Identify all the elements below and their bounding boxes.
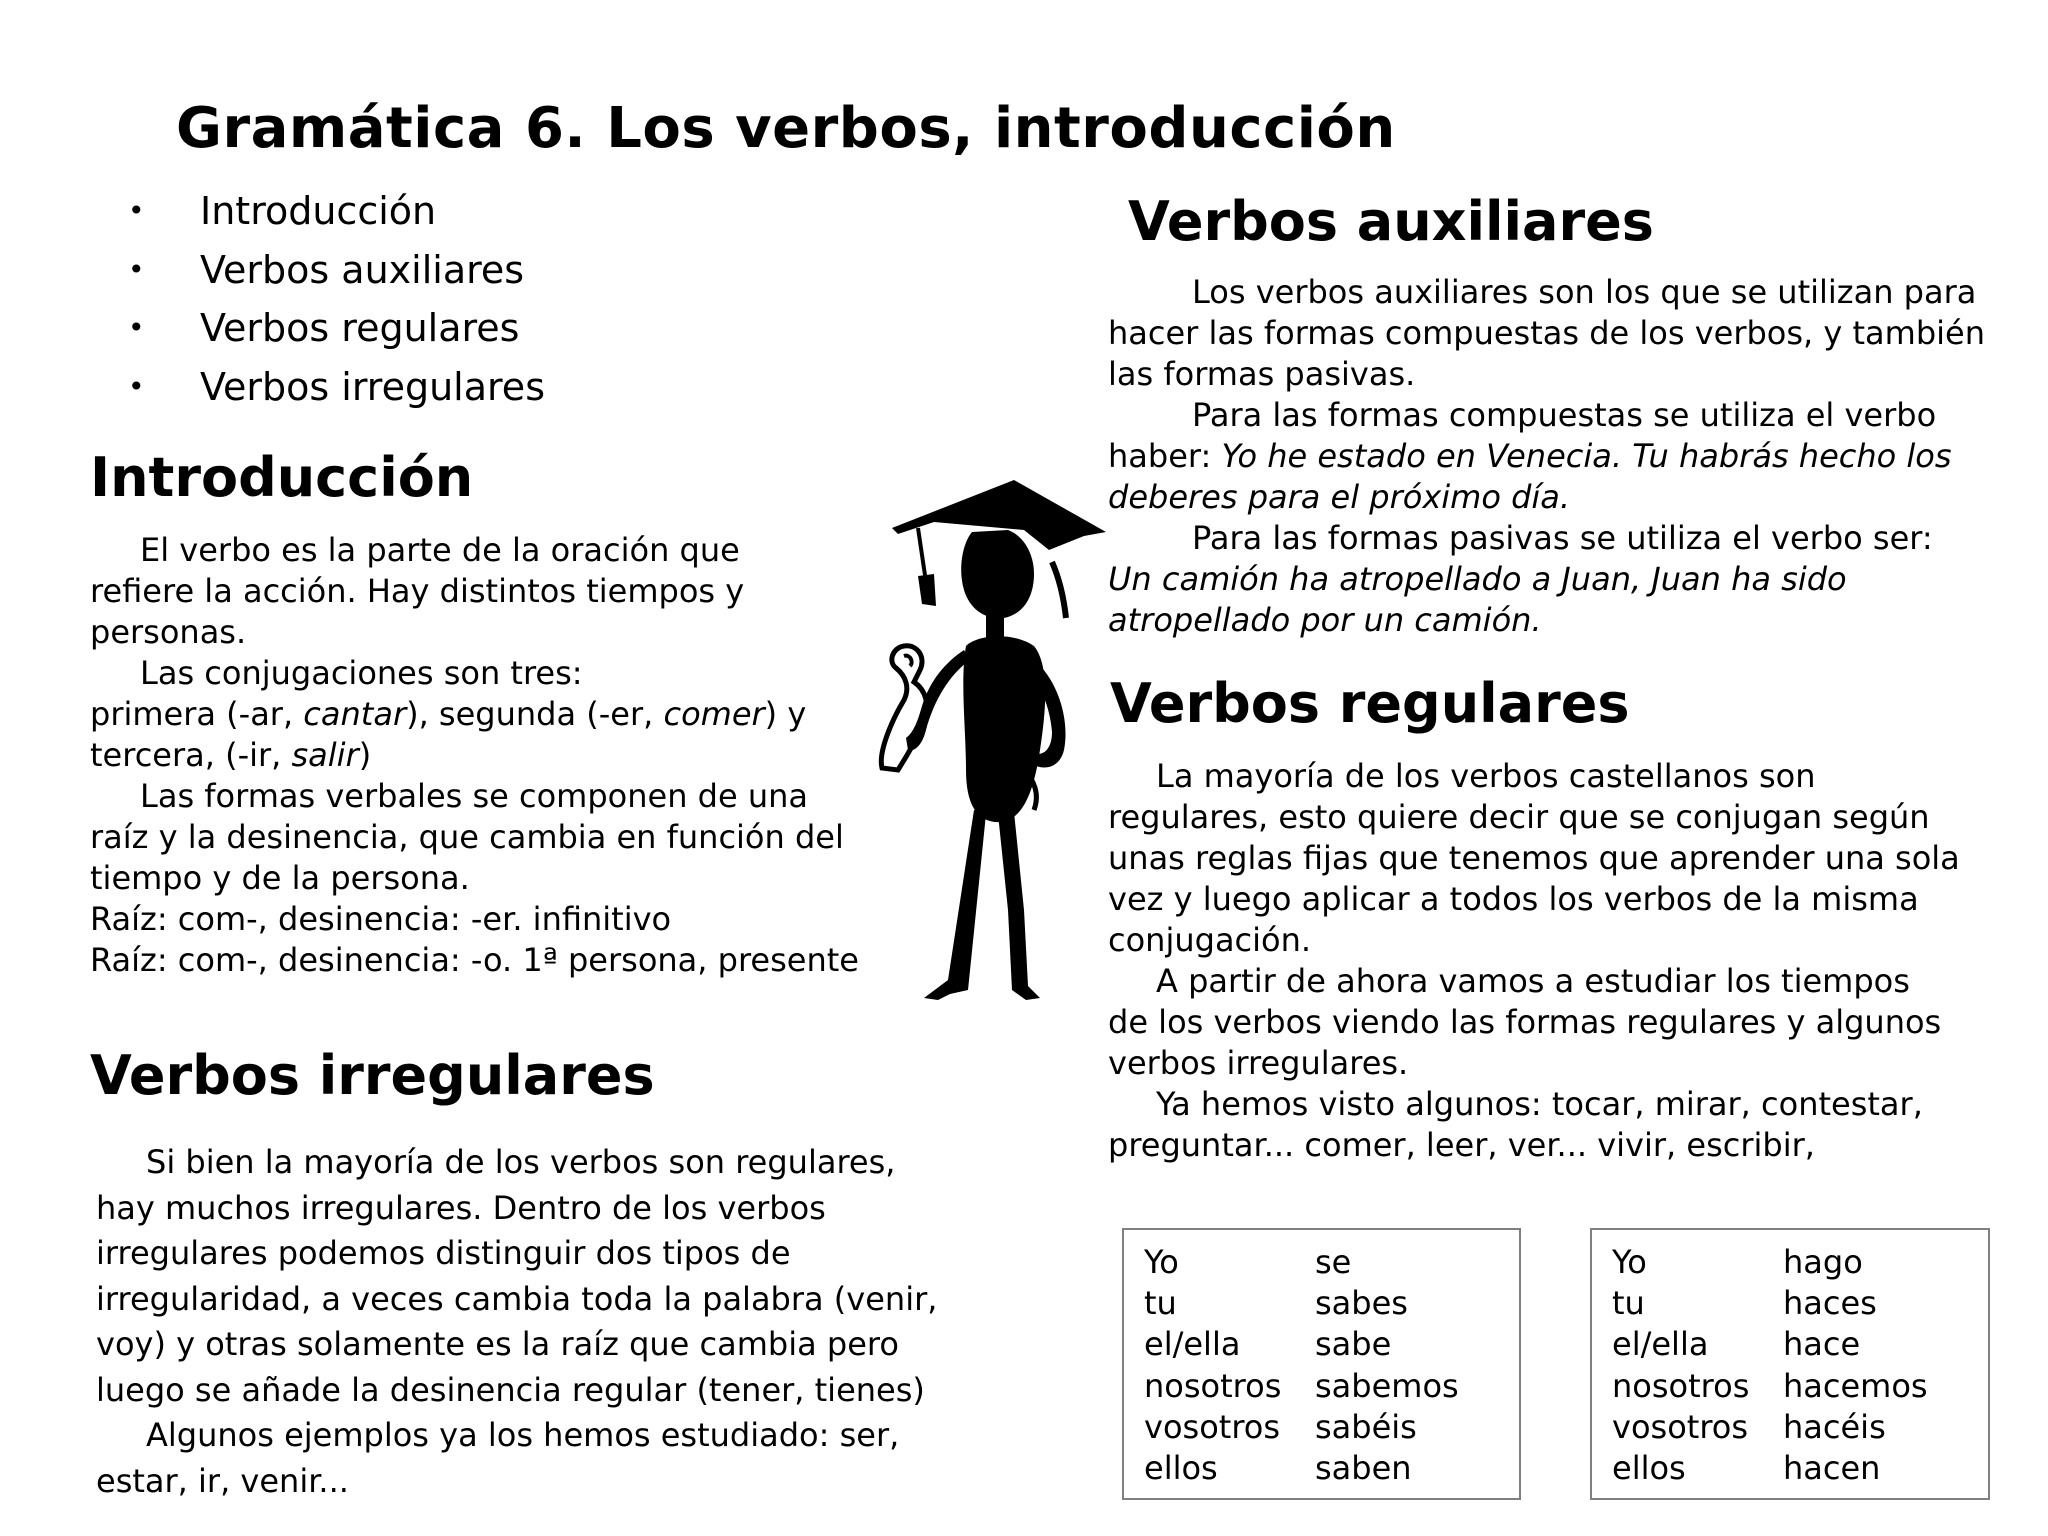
text-line: conjugación. <box>1108 921 1312 959</box>
conjugation-table-hacer <box>1590 1228 1990 1500</box>
italic-text: deberes para el próximo día. <box>1108 478 1571 516</box>
text-line: El verbo es la parte de la oración que <box>140 531 740 569</box>
regulares-text <box>1108 756 1960 1166</box>
text-line <box>1108 600 1985 641</box>
text-line: de los verbos viendo las formas regulares y algunos <box>1108 1003 1942 1041</box>
verb-form-cell: sabemos <box>1315 1366 1459 1405</box>
text-line: hacer las formas compuestas de los verbos, y también <box>1108 314 1985 352</box>
text-line: Las conjugaciones son tres: <box>140 654 583 692</box>
toc-item <box>120 299 545 358</box>
pronoun-cell: nosotros <box>1612 1366 1750 1405</box>
verb-form-cell: hago <box>1783 1243 1863 1281</box>
text-line: regulares, esto quiere decir que se conjugan según <box>1108 798 1930 836</box>
intro-heading: Introducción <box>90 446 474 509</box>
text-run: ), segunda (-er, <box>406 695 664 733</box>
toc-item-label: Introducción <box>200 189 437 233</box>
italic-text: Un camión ha atropellado a Juan, Juan ha sido <box>1108 560 1847 598</box>
text-line: estar, ir, venir... <box>96 1461 349 1500</box>
text-line: irregularidad, a veces cambia toda la palabra (venir, <box>96 1279 938 1318</box>
text-line: A partir de ahora vamos a estudiar los tiempos <box>1156 962 1910 1000</box>
graduate-figure-illustration <box>874 470 1114 1010</box>
pronoun-cell: ellos <box>1612 1449 1686 1488</box>
pronoun-cell: vosotros <box>1612 1407 1749 1446</box>
text-line: voy) y otras solamente es la raíz que cambia pero <box>96 1325 899 1363</box>
verb-form-cell: se <box>1315 1243 1352 1281</box>
text-line: irregulares podemos distinguir dos tipos de <box>96 1234 791 1272</box>
table-row <box>1612 1448 1988 1489</box>
pronoun-cell: el/ella <box>1144 1325 1241 1364</box>
text-run: primera (-ar, <box>90 695 304 733</box>
regulares-heading: Verbos regulares <box>1110 672 1630 735</box>
table-row <box>1144 1283 1519 1324</box>
italic-text: salir <box>291 736 359 774</box>
text-line: Raíz: com-, desinencia: -er. infinitivo <box>90 900 672 938</box>
verb-form-cell: sabe <box>1315 1325 1392 1364</box>
verb-form-cell: sabéis <box>1315 1407 1417 1446</box>
table-row <box>1612 1324 1988 1365</box>
pronoun-cell: nosotros <box>1144 1366 1282 1405</box>
text-line <box>90 735 859 776</box>
pronoun-cell: Yo <box>1612 1243 1647 1281</box>
bullet: • <box>128 369 145 403</box>
text-run: ) y <box>764 695 807 733</box>
irregulares-text <box>96 1140 937 1504</box>
text-line: refiere la acción. Hay distintos tiempos y <box>90 572 745 610</box>
text-line <box>1108 477 1985 518</box>
legs-icon <box>924 810 986 1000</box>
bullet: • <box>128 311 145 344</box>
text-line <box>1108 559 1985 600</box>
toc-list <box>120 182 545 416</box>
pronoun-cell: Yo <box>1144 1243 1179 1281</box>
text-line: Raíz: com-, desinencia: -o. 1ª persona, presente <box>90 941 859 979</box>
text-line: hay muchos irregulares. Dentro de los verbos <box>96 1188 826 1227</box>
text-run: ) <box>358 736 372 774</box>
text-line: Para las formas pasivas se utiliza el verbo ser: <box>1192 519 1933 557</box>
table-row <box>1144 1407 1519 1448</box>
italic-text: cantar <box>303 695 407 733</box>
text-line: tiempo y de la persona. <box>90 859 470 897</box>
text-line: raíz y la desinencia, que cambia en función del <box>90 818 844 856</box>
tassel-icon <box>918 528 926 582</box>
text-line: personas. <box>90 613 247 651</box>
diploma-scroll-icon <box>881 646 926 770</box>
head-icon <box>961 530 1034 618</box>
bullet: • <box>128 252 145 286</box>
table-row <box>1144 1324 1519 1365</box>
auxiliares-heading: Verbos auxiliares <box>1128 190 1654 253</box>
verb-form-cell: sabes <box>1315 1284 1408 1323</box>
text-line: Los verbos auxiliares son los que se utilizan para <box>1192 273 1977 311</box>
text-line: Ya hemos visto algunos: tocar, mirar, contestar, <box>1156 1085 1923 1123</box>
intro-text <box>90 530 859 981</box>
text-line: verbos irregulares. <box>1108 1044 1409 1082</box>
pronoun-cell: vosotros <box>1144 1407 1281 1446</box>
table-row <box>1612 1283 1988 1324</box>
table-row <box>1612 1366 1988 1407</box>
table-row <box>1612 1407 1988 1448</box>
italic-text: Yo he estado en Venecia. Tu habrás hecho los <box>1221 437 1952 475</box>
text-line: unas reglas fijas que tenemos que aprender una sola <box>1108 839 1960 877</box>
text-line <box>90 694 859 735</box>
text-line: La mayoría de los verbos castellanos son <box>1156 757 1816 795</box>
verb-form-cell: saben <box>1315 1449 1412 1488</box>
auxiliares-text <box>1108 272 1985 641</box>
text-line: Si bien la mayoría de los verbos son regulares, <box>146 1143 896 1181</box>
toc-item-label: Verbos auxiliares <box>200 247 525 292</box>
verb-form-cell: haces <box>1783 1284 1877 1323</box>
verb-form-cell: hacéis <box>1783 1407 1886 1446</box>
text-line: Algunos ejemplos ya los hemos estudiado: ser, <box>146 1416 900 1454</box>
toc-item-label: Verbos irregulares <box>200 364 545 409</box>
table-row <box>1144 1242 1519 1283</box>
text-line: Para las formas compuestas se utiliza el verbo <box>1192 396 1937 434</box>
text-line: Las formas verbales se componen de una <box>140 777 808 815</box>
conjugation-table-saber <box>1122 1228 1521 1500</box>
table-row <box>1144 1366 1519 1407</box>
text-line: vez y luego aplicar a todos los verbos de la misma <box>1108 880 1919 918</box>
text-run: haber: <box>1108 437 1222 475</box>
text-line: luego se añade la desinencia regular (tener, tienes) <box>96 1370 925 1409</box>
verb-form-cell: hace <box>1783 1325 1861 1364</box>
toc-item <box>120 241 545 300</box>
table-row <box>1144 1448 1519 1489</box>
toc-item-label: Verbos regulares <box>200 306 520 350</box>
text-line <box>1108 436 1985 477</box>
text-line: las formas pasivas. <box>1108 355 1416 393</box>
italic-text: atropellado por un camión. <box>1108 601 1542 639</box>
italic-text: comer <box>663 695 765 733</box>
bullet: • <box>128 194 145 227</box>
text-line: preguntar... comer, leer, ver... vivir, escribir, <box>1108 1126 1815 1164</box>
verb-form-cell: hacemos <box>1783 1366 1928 1405</box>
pronoun-cell: ellos <box>1144 1449 1218 1488</box>
text-run: tercera, (-ir, <box>90 736 292 774</box>
toc-item <box>120 358 545 417</box>
pronoun-cell: tu <box>1612 1284 1645 1323</box>
verb-form-cell: hacen <box>1783 1449 1881 1488</box>
pronoun-cell: el/ella <box>1612 1325 1709 1364</box>
irregulares-heading: Verbos irregulares <box>90 1044 655 1107</box>
page-title: Gramática 6. Los verbos, introducción <box>176 96 1396 161</box>
toc-item <box>120 182 545 241</box>
table-row <box>1612 1242 1988 1283</box>
pronoun-cell: tu <box>1144 1284 1177 1323</box>
